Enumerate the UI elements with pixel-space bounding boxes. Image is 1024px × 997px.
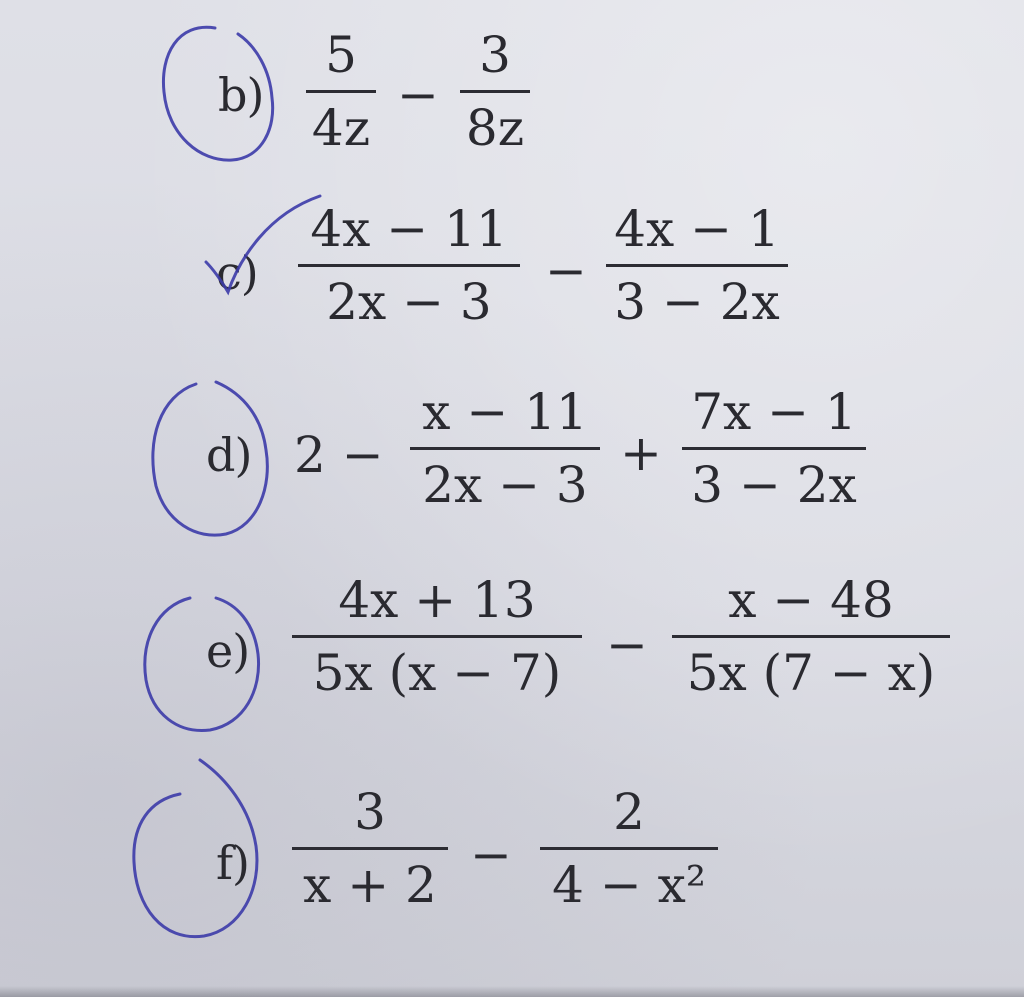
exercise-label: e)	[206, 624, 250, 678]
page-shadow-edge	[0, 986, 1024, 997]
fraction-b-1	[306, 26, 376, 157]
numerator: 3	[479, 26, 511, 84]
fraction-bar	[460, 90, 530, 93]
fraction-f-1	[292, 783, 448, 914]
fraction-bar	[292, 635, 582, 638]
denominator: 8z	[465, 99, 525, 157]
fraction-b-2	[460, 26, 530, 157]
numerator: 7x − 1	[691, 383, 857, 441]
numerator: x − 48	[728, 571, 894, 629]
denominator: 5x (x − 7)	[312, 644, 562, 702]
denominator: 4z	[311, 99, 371, 157]
fraction-bar	[292, 847, 448, 850]
denominator: 3 − 2x	[614, 273, 780, 331]
fraction-bar	[672, 635, 950, 638]
fraction-e-1	[292, 571, 582, 702]
minus-operator: −	[397, 66, 439, 124]
denominator: 2x − 3	[326, 273, 492, 331]
fraction-e-2	[672, 571, 950, 702]
leading-term: 2 −	[294, 426, 384, 484]
fraction-bar	[306, 90, 376, 93]
minus-operator: −	[470, 826, 512, 884]
numerator: 2	[613, 783, 645, 841]
numerator: x − 11	[422, 383, 588, 441]
denominator: 2x − 3	[422, 456, 588, 514]
fraction-bar	[682, 447, 866, 450]
denominator: 4 − x²	[552, 856, 706, 914]
numerator: 4x − 1	[614, 200, 780, 258]
fraction-d-1	[410, 383, 600, 514]
fraction-bar	[606, 264, 788, 267]
fraction-bar	[298, 264, 520, 267]
fraction-f-2	[540, 783, 718, 914]
numerator: 4x + 13	[338, 571, 536, 629]
fraction-bar	[540, 847, 718, 850]
exercise-label: d)	[206, 428, 252, 482]
exercise-label: c)	[216, 246, 258, 300]
fraction-c-1	[298, 200, 520, 331]
minus-operator: −	[606, 616, 648, 674]
exercise-label: b)	[218, 68, 264, 122]
plus-operator: +	[620, 424, 662, 482]
numerator: 3	[354, 783, 386, 841]
denominator: x + 2	[303, 856, 437, 914]
numerator: 4x − 11	[310, 200, 508, 258]
denominator: 5x (7 − x)	[686, 644, 936, 702]
numerator: 5	[325, 26, 357, 84]
fraction-c-2	[606, 200, 788, 331]
fraction-bar	[410, 447, 600, 450]
denominator: 3 − 2x	[691, 456, 857, 514]
minus-operator: −	[545, 242, 587, 300]
exercise-label: f)	[216, 836, 249, 890]
fraction-d-2	[682, 383, 866, 514]
